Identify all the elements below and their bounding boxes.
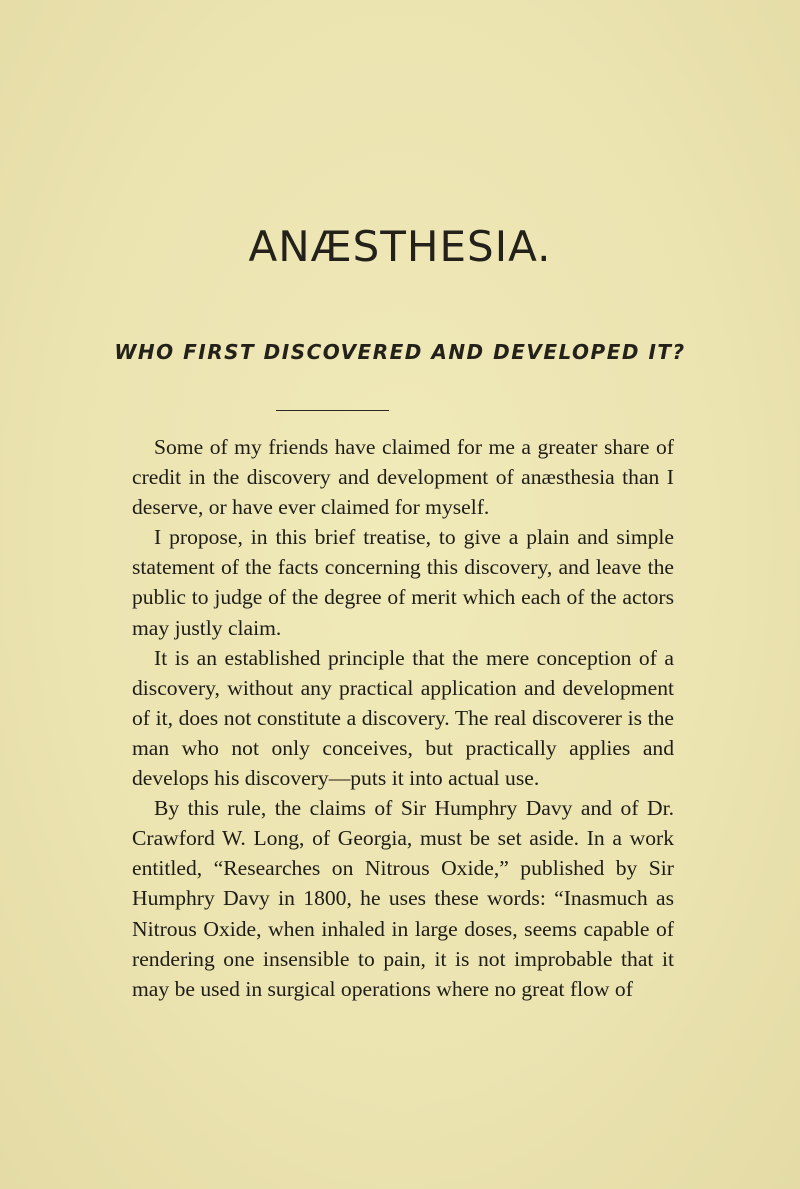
body-text <box>132 432 674 1004</box>
page-title: ANÆSTHESIA. <box>248 222 552 271</box>
page-subtitle: WHO FIRST DISCOVERED AND DEVELOPED IT? <box>114 340 686 364</box>
paragraph-1: Some of my friends have claimed for me a greater share of credit in the discovery and development of anæsthesia than I deserve, or have ever claimed for myself. <box>132 435 674 520</box>
title-rule <box>276 410 389 411</box>
paragraph-4: By this rule, the claims of Sir Humphry Davy and of Dr. Crawford W. Long, of Georgia, must be set aside. In a work entitled, “Researches on Nitrous Oxide,” published by Sir Humphry Davy in 1800, he uses these words: “Inasmuch as Nitrous Oxide, when inhaled in large doses, seems capable of rendering one insensible to pain, it is not improbable that it may be used in surgical operations where no great flow of <box>132 796 674 1001</box>
paragraph-2: I propose, in this brief treatise, to give a plain and simple statement of the facts concerning this discovery, and leave the public to judge of the degree of merit which each of the actors may justly claim. <box>132 525 674 640</box>
paragraph-3: It is an established principle that the mere conception of a discovery, without any practical application and development of it, does not constitute a discovery. The real discoverer is the man who not only conceives, but practically applies and develops his discovery—puts it into actual use. <box>132 645 674 791</box>
